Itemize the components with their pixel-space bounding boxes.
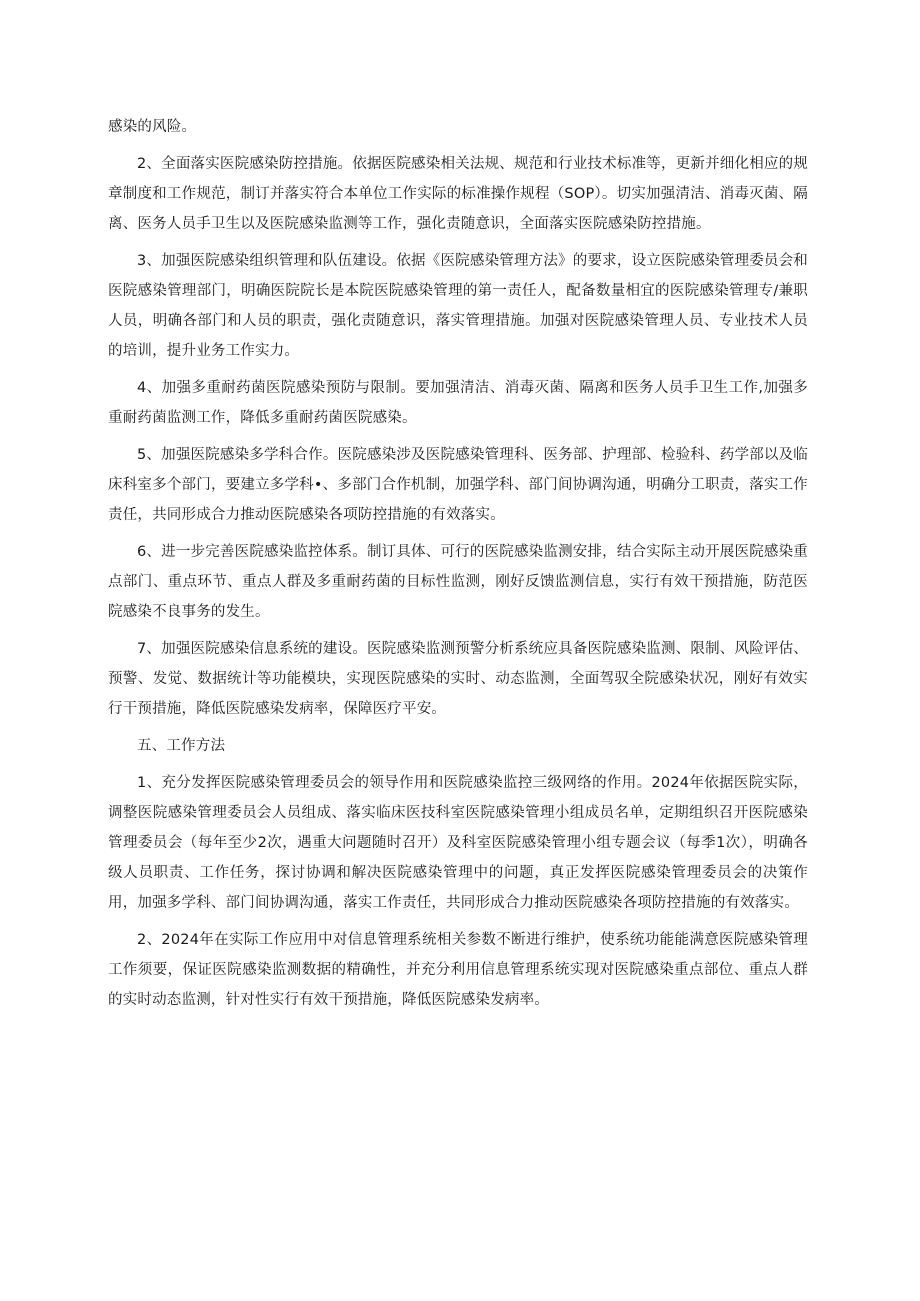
paragraph-item-3: 3、加强医院感染组织管理和队伍建设。依据《医院感染管理方法》的要求，设立医院感染管理委员会和医院感染管理部门，明确医院院长是本院医院感染管理的第一责任人，配备数量相宜的医院感染管理专/兼职人员，明确各部门和人员的职责，强化责随意识，落实管理措施。加强对医院感染管理人员、专业技术人员的培训，提升业务工作实力。: [108, 253, 808, 359]
paragraph-continuation: 感染的风险。: [108, 119, 197, 135]
paragraph-item-7: 7、加强医院感染信息系统的建设。医院感染监测预警分析系统应具备医院感染监测、限制、风险评估、预警、发觉、数据统计等功能模块，实现医院感染的实时、动态监测，全面驾驭全院感染状况，刚好有效实行干预措施，降低医院感染发病率，保障医疗平安。: [108, 641, 808, 717]
paragraph-item-4: 4、加强多重耐药菌医院感染预防与限制。要加强清洁、消毒灭菌、隔离和医务人员手卫生工作,加强多重耐药菌监测工作，降低多重耐药菌医院感染。: [108, 380, 808, 426]
paragraph-item-6: 6、进一步完善医院感染监控体系。制订具体、可行的医院感染监测安排，结合实际主动开展医院感染重点部门、重点环节、重点人群及多重耐药菌的目标性监测，刚好反馈监测信息，实行有效干预措施，防范医院感染不良事务的发生。: [108, 544, 808, 620]
paragraph-method-1: 1、充分发挥医院感染管理委员会的领导作用和医院感染监控三级网络的作用。2024年依据医院实际，调整医院感染管理委员会人员组成、落实临床医技科室医院感染管理小组成员名单，定期组织召开医院感染管理委员会（每年至少2次，遇重大问题随时召开）及科室医院感染管理小组专题会议（每季1次），明确各级人员职责、工作任务，探讨协调和解决医院感染管理中的问题，真正发挥医院感染管理委员会的决策作用，加强多学科、部门间协调沟通，落实工作责任，共同形成合力推动医院感染各项防控措施的有效落实。: [108, 775, 808, 911]
paragraph-item-2: 2、全面落实医院感染防控措施。依据医院感染相关法规、规范和行业技术标准等，更新并细化相应的规章制度和工作规范，制订并落实符合本单位工作实际的标准操作规程（SOP）。切实加强清洁、消毒灭菌、隔离、医务人员手卫生以及医院感染监测等工作，强化责随意识，全面落实医院感染防控措施。: [108, 156, 808, 232]
paragraph-item-5: 5、加强医院感染多学科合作。医院感染涉及医院感染管理科、医务部、护理部、检验科、药学部以及临床科室多个部门，要建立多学科•、多部门合作机制，加强学科、部门间协调沟通，明确分工职责，落实工作责任，共同形成合力推动医院感染各项防控措施的有效落实。: [108, 447, 808, 523]
document-body: [108, 112, 808, 1022]
section-heading-work-methods: 五、工作方法: [137, 738, 226, 754]
paragraph-method-2: 2、2024年在实际工作应用中对信息管理系统相关参数不断进行维护，使系统功能能满意医院感染管理工作须要，保证医院感染监测数据的精确性，并充分利用信息管理系统实现对医院感染重点部位、重点人群的实时动态监测，针对性实行有效干预措施，降低医院感染发病率。: [108, 932, 808, 1008]
